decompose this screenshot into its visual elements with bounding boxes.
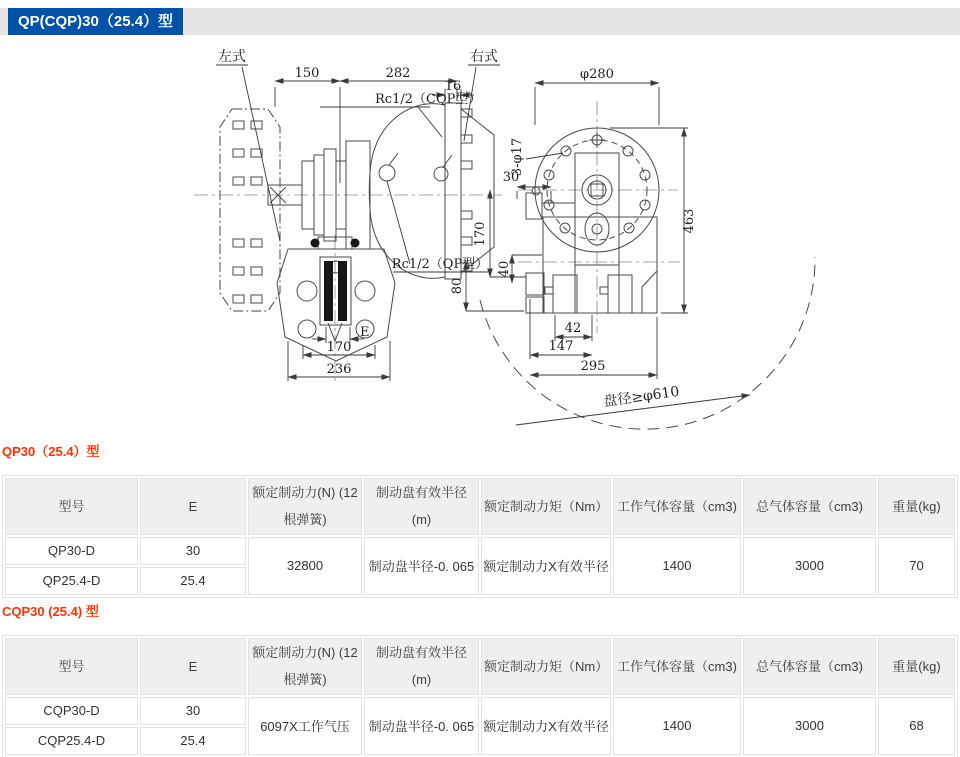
cell-e: 25.4 xyxy=(140,567,246,595)
left-view-brake-disc xyxy=(220,109,280,311)
section-title-cqp30: CQP30 (25.4) 型 xyxy=(2,604,99,619)
dim-label-E: E xyxy=(360,325,370,340)
col-header-e: E xyxy=(140,638,246,695)
dim-label-16: 16 xyxy=(444,79,462,94)
col-header-torque: 额定制动力矩（Nm） xyxy=(481,478,611,535)
col-header-disc-radius: 制动盘有效半径(m) xyxy=(364,478,479,535)
dim-label-40: 40 xyxy=(497,260,512,278)
col-header-model: 型号 xyxy=(5,478,138,535)
col-header-weight: 重量(kg) xyxy=(878,478,955,535)
cell-torque: 额定制动力X有效半径 xyxy=(481,537,611,595)
cell-total-volume: 3000 xyxy=(743,697,876,755)
cell-model: QP25.4-D xyxy=(5,567,138,595)
table-header-row xyxy=(5,638,955,695)
drawing-labels xyxy=(218,49,697,410)
col-header-total-volume: 总气体容量（cm3) xyxy=(743,478,876,535)
right-view-label: 右式 xyxy=(470,49,498,65)
right-view-front xyxy=(480,128,815,429)
dim-label-80: 80 xyxy=(450,277,465,295)
cell-disc-radius: 制动盘半径-0. 065 xyxy=(364,697,479,755)
cell-e: 30 xyxy=(140,537,246,565)
dim-label-147: 147 xyxy=(548,339,574,354)
cell-working-pressure: 6097X工作气压 xyxy=(248,697,362,755)
brake-pad-right xyxy=(338,261,347,321)
dim-label-150: 150 xyxy=(294,66,320,81)
cell-e: 25.4 xyxy=(140,727,246,755)
dim-label-3phi17: 3-φ17 xyxy=(510,137,525,177)
cell-torque: 额定制动力X有效半径 xyxy=(481,697,611,755)
cell-total-volume: 3000 xyxy=(743,537,876,595)
col-header-working-volume: 工作气体容量（cm3) xyxy=(613,638,741,695)
dim-label-30: 30 xyxy=(502,170,520,185)
rc-qp-label: Rc1/2（QP型） xyxy=(391,257,489,272)
cell-model: CQP25.4-D xyxy=(5,727,138,755)
cell-model: CQP30-D xyxy=(5,697,138,725)
left-view-label: 左式 xyxy=(218,49,246,65)
dim-label-282: 282 xyxy=(385,66,411,81)
table-row xyxy=(5,697,955,725)
cqp30-spec-table xyxy=(2,635,958,757)
table-row xyxy=(5,537,955,565)
cell-disc-radius: 制动盘半径-0. 065 xyxy=(364,537,479,595)
cell-rated-force: 32800 xyxy=(248,537,362,595)
rc-cqp-label: Rc1/2（CQP型） xyxy=(375,92,482,107)
dim-label-170-bottom: 170 xyxy=(326,340,352,355)
dim-label-295: 295 xyxy=(580,359,606,374)
dim-label-463: 463 xyxy=(682,208,697,234)
dim-label-phi280: φ280 xyxy=(580,67,614,82)
disc-diameter-note: 盘径≥φ610 xyxy=(602,383,681,411)
cell-e: 30 xyxy=(140,697,246,725)
brake-pad-left xyxy=(324,261,333,321)
col-header-model: 型号 xyxy=(5,638,138,695)
col-header-torque: 额定制动力矩（Nm） xyxy=(481,638,611,695)
col-header-rated-force: 额定制动力(N) (12根弹簧) xyxy=(248,478,362,535)
col-header-total-volume: 总气体容量（cm3) xyxy=(743,638,876,695)
cell-working-volume: 1400 xyxy=(613,537,741,595)
col-header-working-volume: 工作气体容量（cm3) xyxy=(613,478,741,535)
qp30-spec-table xyxy=(2,475,958,598)
center-lines xyxy=(194,101,680,381)
col-header-disc-radius: 制动盘有效半径(m) xyxy=(364,638,479,695)
cell-working-volume: 1400 xyxy=(613,697,741,755)
cell-weight: 68 xyxy=(878,697,955,755)
col-header-e: E xyxy=(140,478,246,535)
page-title: QP(CQP)30（25.4）型 xyxy=(8,8,183,35)
col-header-weight: 重量(kg) xyxy=(878,638,955,695)
left-view-hub-and-chamber xyxy=(268,103,494,279)
dim-label-170-side: 170 xyxy=(473,221,488,247)
technical-drawing xyxy=(180,45,860,437)
section-title-qp30: QP30（25.4）型 xyxy=(2,444,100,459)
cell-model: QP30-D xyxy=(5,537,138,565)
cell-weight: 70 xyxy=(878,537,955,595)
dim-label-42: 42 xyxy=(564,321,582,336)
table-header-row xyxy=(5,478,955,535)
dim-label-236: 236 xyxy=(326,362,352,377)
col-header-rated-force: 额定制动力(N) (12根弹簧) xyxy=(248,638,362,695)
